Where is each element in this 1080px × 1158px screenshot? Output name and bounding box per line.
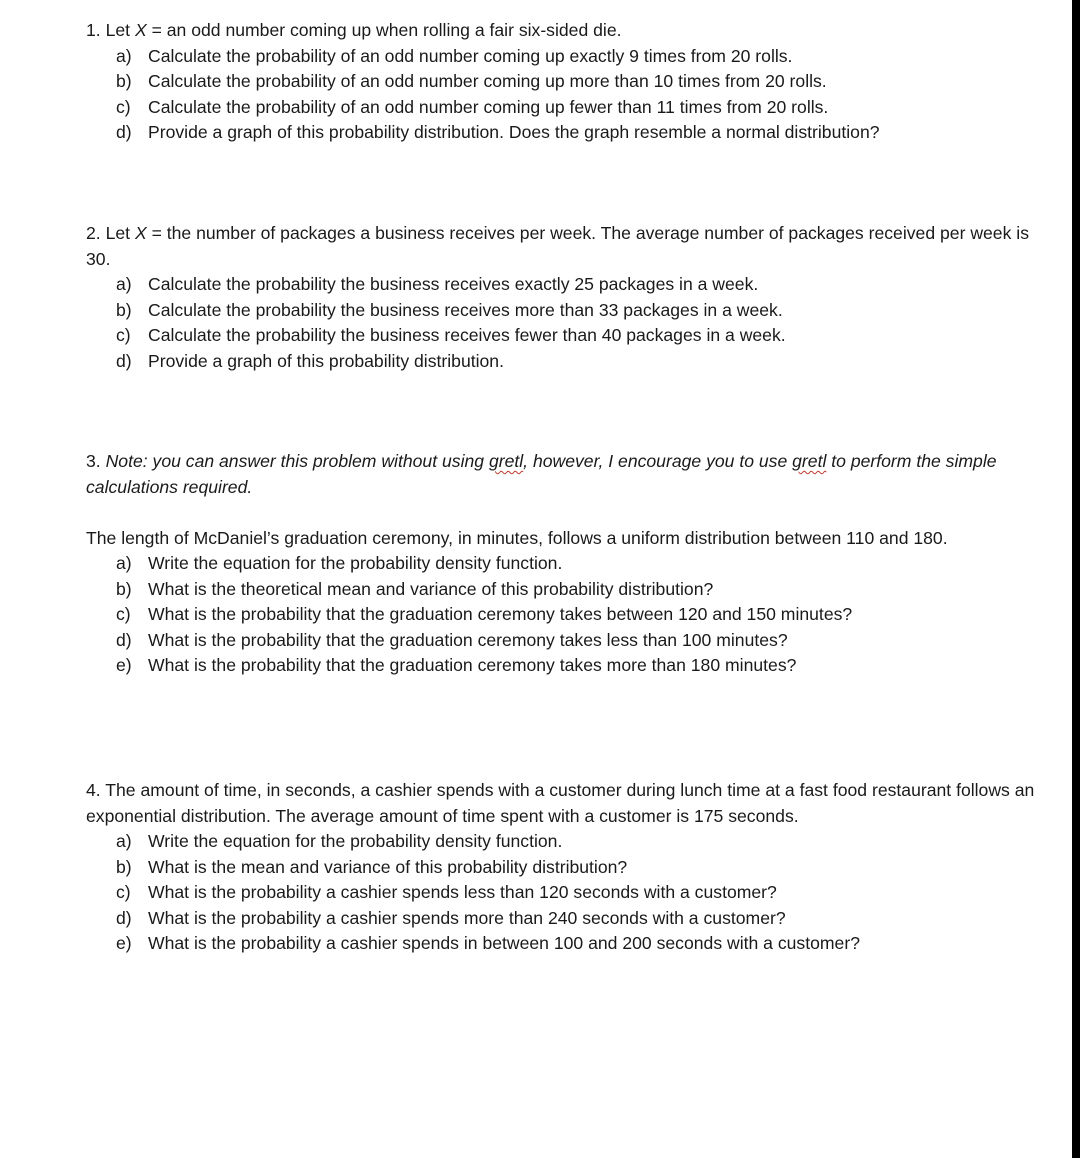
list-item: d) What is the probability that the graduation ceremony takes less than 100 minutes? — [116, 629, 788, 650]
list-item: b) Calculate the probability the business receives more than 33 packages in a week. — [116, 299, 783, 320]
list-item: a) Calculate the probability the business receives exactly 25 packages in a week. — [116, 274, 759, 294]
problem-1-items — [86, 44, 1046, 146]
problem-1 — [86, 18, 1046, 146]
list-item: c) Calculate the probability the business receives fewer than 40 packages in a week. — [116, 325, 786, 345]
problem-3-note: 3. Note: you can answer this problem without using gretl, however, I encourage you to use gretl to perform the simple calculations required. — [86, 451, 997, 497]
list-item: c) Calculate the probability of an odd number coming up fewer than 11 times from 20 rolls. — [116, 96, 829, 117]
list-item: d) What is the probability a cashier spends more than 240 seconds with a customer? — [116, 907, 786, 928]
list-item: d) Provide a graph of this probability distribution. Does the graph resemble a normal distribution? — [116, 122, 880, 142]
problem-2 — [86, 221, 1046, 374]
problem-2-intro: 2. Let X = the number of packages a business receives per week. The average number of packages received per week is 30. — [86, 223, 1029, 269]
list-item: e) What is the probability that the graduation ceremony takes more than 180 minutes? — [116, 655, 797, 675]
problem-3-intro: The length of McDaniel’s graduation ceremony, in minutes, follows a uniform distribution between 110 and 180. — [86, 527, 948, 548]
problem-3-items — [86, 551, 1046, 679]
list-item: c) What is the probability that the graduation ceremony takes between 120 and 150 minutes? — [116, 604, 853, 624]
list-item: d) Provide a graph of this probability distribution. — [116, 350, 504, 371]
list-item: b) What is the mean and variance of this probability distribution? — [116, 856, 628, 877]
list-item: b) Calculate the probability of an odd number coming up more than 10 times from 20 rolls. — [116, 71, 827, 91]
list-item: a) Write the equation for the probability density function. — [116, 553, 563, 573]
spellcheck-word: gretl — [488, 451, 524, 471]
list-item: a) Write the equation for the probability density function. — [116, 831, 563, 851]
list-item: e) What is the probability a cashier spends in between 100 and 200 seconds with a customer? — [116, 933, 860, 953]
problem-3 — [86, 449, 1046, 679]
list-item: c) What is the probability a cashier spends less than 120 seconds with a customer? — [116, 882, 777, 902]
list-item: a) Calculate the probability of an odd number coming up exactly 9 times from 20 rolls. — [116, 45, 793, 66]
problem-4-intro: 4. The amount of time, in seconds, a cashier spends with a customer during lunch time at a fast food restaurant follows an exponential distribution. The average amount of time spent with a customer is 175 seconds. — [86, 780, 1035, 826]
problem-4 — [86, 778, 1046, 957]
problem-1-intro: 1. Let X = an odd number coming up when rolling a fair six-sided die. — [86, 20, 622, 40]
problem-2-items — [86, 272, 1046, 374]
problem-4-items — [86, 829, 1046, 957]
spellcheck-word: gretl — [792, 451, 827, 471]
list-item: b) What is the theoretical mean and variance of this probability distribution? — [116, 578, 714, 599]
